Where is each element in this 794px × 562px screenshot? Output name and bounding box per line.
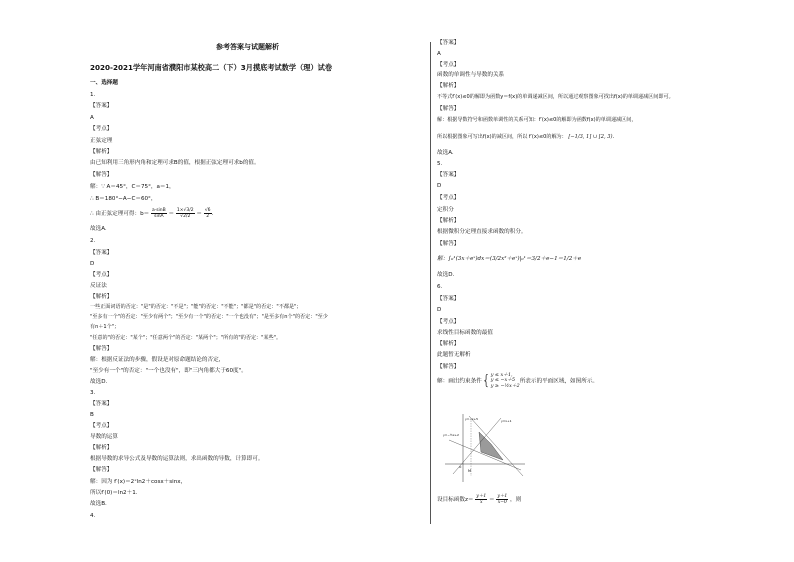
q5-answer-tag: 【答案】 — [437, 172, 460, 178]
q2-solution-line1: 解：根据反证法的步骤，假设是对原命题结论的否定， — [90, 357, 225, 363]
q1-number: 1. — [90, 92, 96, 98]
q3-answer: B — [90, 412, 94, 418]
q4-solution-line2-text: 所以根据图象可写出f(x)的减区间，所以 f′(x)≤0的解为： — [437, 134, 567, 140]
q2-analysis-line2: "至多有一个"的否定："至少有两个"；"至少有一个"的否定："一个也没有"；"是至多有n个"的否定："至少 — [90, 314, 328, 320]
column-divider — [430, 42, 431, 524]
q2-keypoint: 反证法 — [90, 283, 107, 289]
q3-solution-line1: 解：因为 f′(x)＝2ˣln2＋cosx＋sinx， — [90, 479, 187, 485]
label-line3: y=−½x+2 — [443, 433, 459, 437]
q4-solution-line2 — [437, 134, 614, 141]
q5-solution-tag: 【解答】 — [437, 241, 460, 247]
section-heading: 一、选择题 — [90, 80, 118, 86]
q3-keypoint-tag: 【考点】 — [90, 423, 113, 429]
q6-analysis: 此题暂无解析 — [437, 352, 471, 358]
q1-analysis: 由已知利用三角形内角和定理可求B的值，根据正弦定理可求b的值。 — [90, 160, 260, 166]
q5-analysis-tag: 【解析】 — [437, 218, 460, 224]
q4-conclusion: 故选A. — [437, 150, 454, 156]
q6-keypoint-tag: 【考点】 — [437, 319, 460, 325]
q5-solution-line1: 解：∫₀¹(3x＋eˣ)dx＝(3/2x²＋eˣ)|₀¹＝3/2＋e−1＝1/2＋e — [437, 256, 582, 262]
q3-answer-tag: 【答案】 — [90, 401, 113, 407]
q2-keypoint-tag: 【考点】 — [90, 272, 113, 278]
q1-keypoint-tag: 【考点】 — [90, 126, 113, 132]
doc-title: 参考答案与试题解析 — [216, 43, 279, 51]
exam-title: 2020-2021学年河南省濮阳市某校高二（下）3月摸底考试数学（理）试卷 — [90, 63, 333, 72]
q6-solution-text-a: 解：画出约束条件 — [437, 378, 482, 385]
feasible-region-graph — [441, 412, 527, 484]
q6-keypoint: 求线性目标函数的最值 — [437, 330, 493, 336]
q3-analysis-tag: 【解析】 — [90, 445, 113, 451]
q1-fraction-3: $\frac{√6}{2}$ — [204, 208, 211, 219]
q2-conclusion: 故选D. — [90, 379, 108, 385]
q3-analysis: 根据导数的求导公式及导数的运算法则，求出函数的导数，计算即可。 — [90, 456, 264, 462]
q6-analysis-tag: 【解析】 — [437, 341, 460, 347]
q1-answer: A — [90, 115, 94, 121]
q4-solution-tag: 【解答】 — [437, 106, 460, 112]
q2-analysis-line4: "任意的"的否定："某个"；"任意两个"的否定："某两个"；"所有的"的否定："某些"。 — [90, 335, 282, 341]
q5-number: 5. — [437, 161, 443, 167]
q4-keypoint: 函数的单调性与导数的关系 — [437, 72, 505, 78]
q1-analysis-tag: 【解析】 — [90, 149, 113, 155]
q5-answer: D — [437, 183, 442, 189]
q2-answer-tag: 【答案】 — [90, 250, 113, 256]
q6-solution-line2: 设目标函数z＝ $\frac{y+1}{x}$ ＝ $\frac{y+1}{x-0}$ ，则 — [437, 494, 522, 505]
q6-solution-tag: 【解答】 — [437, 364, 460, 370]
system-brace: { — [481, 373, 491, 390]
q1-answer-tag: 【答案】 — [90, 103, 113, 109]
q4-solution-line1: 解：根据导数符号和函数单调性的关系可知：f′(x)≤0的解即为函数f(x)的单调递减区间， — [437, 117, 637, 123]
q5-keypoint: 定积分 — [437, 207, 454, 213]
q6-solution-text-b: 所表示的平面区域，如图所示。 — [519, 378, 599, 385]
q2-answer: D — [90, 261, 95, 267]
q1-solution-line2: ∴ B＝180°−A−C＝60°， — [90, 196, 157, 202]
q6-objective-tail: ，则 — [510, 497, 522, 503]
q3-number: 3. — [90, 390, 96, 396]
constraint-system — [491, 373, 520, 389]
q6-solution-line1 — [437, 373, 598, 391]
label-line2: y=x+1 — [501, 419, 512, 423]
q1-solution-line3-text: ∴ 由正弦定理可得：b＝ — [90, 211, 150, 217]
q4-number: 4. — [90, 513, 96, 519]
q1-fraction-1: $\frac{a\cdot\sin B}{\sin A}$ — [152, 208, 166, 219]
constraint-3: y ≥ −½x＋2 — [490, 383, 520, 389]
label-m: M — [468, 469, 472, 473]
q1-conclusion: 故选A. — [90, 226, 107, 232]
q5-analysis: 根据微积分定理直接求函数的积分。 — [437, 229, 527, 235]
q2-analysis-line3: 有n＋1个"； — [90, 324, 120, 330]
q4-interval: [−1/3, 1] ∪ [2, 3). — [568, 134, 615, 140]
label-line1: y=−x+5 — [465, 417, 479, 421]
q3-keypoint: 导数的运算 — [90, 434, 118, 440]
feasible-region — [479, 432, 503, 460]
q3-conclusion: 故选B. — [90, 501, 107, 507]
constraint-2: y ≤ −x＋5 — [490, 378, 516, 384]
q1-solution-tag: 【解答】 — [90, 172, 113, 178]
q4-answer-tag: 【答案】 — [437, 40, 460, 46]
q3-solution-tag: 【解答】 — [90, 467, 113, 473]
q5-conclusion: 故选D. — [437, 272, 455, 278]
q1-solution-line3: ∴ 由正弦定理可得：b＝ $\frac{a\cdot\sin B}{\sin A}$ ＝ $\frac{1\times√3/2}{√2/2}$ ＝ $\frac{√6}{2}$ . — [90, 208, 214, 219]
objective-frac-2: $\frac{y+1}{x-0}$ — [497, 494, 508, 505]
q3-solution-line2: 所以f′(0)＝ln2＋1. — [90, 490, 138, 496]
q2-solution-tag: 【解答】 — [90, 346, 113, 352]
q2-solution-line2: "至少有一个"的否定："一个也没有"，即"三内角都大于60度"。 — [90, 368, 247, 374]
q1-solution-line1: 解：∵ A＝45°，C＝75°，a＝1， — [90, 184, 175, 190]
constraint-1: y ≤ x＋1, — [490, 373, 513, 378]
q2-analysis-tag: 【解析】 — [90, 294, 113, 300]
q1-fraction-2: $\frac{1\times√3/2}{√2/2}$ — [176, 208, 194, 219]
q4-analysis-tag: 【解析】 — [437, 83, 460, 89]
q6-number: 6. — [437, 284, 443, 290]
q4-analysis: 不等式f′(x)≤0的解即为函数y＝f(x)的单调递减区间，所以通过观察图象可找出f(x)的单调递减区间即可。 — [437, 94, 674, 100]
q6-answer-tag: 【答案】 — [437, 296, 460, 302]
q1-keypoint: 正弦定理 — [90, 138, 113, 144]
q4-keypoint-tag: 【考点】 — [437, 62, 460, 68]
q6-answer: D — [437, 307, 442, 313]
q5-keypoint-tag: 【考点】 — [437, 195, 460, 201]
q2-analysis-line1: 一些正面词语的否定："是"的否定："不是"；"能"的否定："不能"；"都是"的否定："不都是"； — [90, 304, 302, 310]
label-origin: O — [459, 465, 462, 469]
q4-answer: A — [437, 51, 441, 57]
objective-frac-1: $\frac{y+1}{x}$ — [476, 494, 487, 505]
q6-objective-text: 设目标函数z＝ — [437, 497, 474, 503]
q2-number: 2. — [90, 238, 96, 244]
